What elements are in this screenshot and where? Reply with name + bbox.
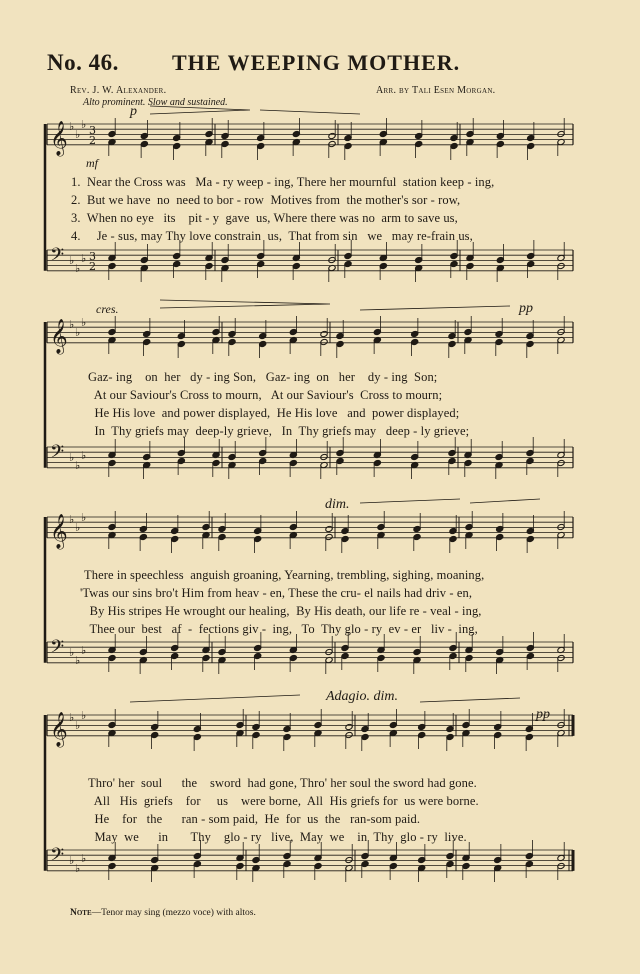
svg-text:𝄢: 𝄢 xyxy=(50,845,65,870)
lyric-verse-2-line-4: All His griefs for us were borne, All His griefs for us were borne. xyxy=(88,794,479,808)
lyric-verse-3-line-1: 3. When no eye its pit - y gave us, Where there was no arm to save us, xyxy=(71,211,458,225)
dynamic-pp: pp xyxy=(519,301,533,316)
lyric-verse-2-line-1: 2. But we have no need to bor - row Motives from the mother's sor - row, xyxy=(71,193,461,207)
svg-text:♭: ♭ xyxy=(69,513,75,526)
svg-text:♭: ♭ xyxy=(81,316,87,329)
svg-text:♭: ♭ xyxy=(75,262,81,275)
footnote-label: Note xyxy=(70,908,92,918)
svg-text:♭: ♭ xyxy=(75,459,81,472)
footnote xyxy=(70,908,256,918)
lyric-verse-1-line-3: There in speechless anguish groaning, Yearning, trembling, sighing, moaning, xyxy=(84,568,485,582)
dynamic-cres: cres. xyxy=(96,302,119,316)
svg-text:𝄞: 𝄞 xyxy=(50,318,68,354)
svg-text:♭: ♭ xyxy=(81,852,87,865)
dynamic-adagio-dim: Adagio. dim. xyxy=(326,689,398,704)
svg-text:3: 3 xyxy=(89,250,96,263)
lyric-verse-1-line-4: Thro' her soul the sword had gone, Thro' her soul the sword had gone. xyxy=(88,776,477,790)
lyric-verse-2-line-2: At our Saviour's Cross to mourn, At our Saviour's Cross to mourn; xyxy=(88,388,443,402)
svg-text:♭: ♭ xyxy=(75,521,81,534)
lyric-verse-1-line-1: 1. Near the Cross was Ma - ry weep - ing, There her mournful station keep - ing, xyxy=(71,175,495,189)
svg-text:♭: ♭ xyxy=(69,254,75,267)
svg-text:2: 2 xyxy=(89,260,96,273)
lyric-verse-2-line-3: 'Twas our sins bro't Him from heav - en, These the cru- el nails had driv - en, xyxy=(80,586,473,600)
svg-text:♭: ♭ xyxy=(75,326,81,339)
lyric-verse-3-line-4: He for the ran - som paid, He for us the ran-som paid. xyxy=(88,812,421,826)
lyricist-credit: Rev. J. W. Alexander. xyxy=(70,85,167,96)
svg-text:♭: ♭ xyxy=(81,118,87,131)
svg-text:♭: ♭ xyxy=(75,862,81,875)
svg-text:3: 3 xyxy=(89,124,96,137)
lyric-verse-4-line-3: Thee our best af - fections giv - ing, To Thy glo - ry ev - er liv - ing, xyxy=(80,622,478,636)
svg-text:𝄢: 𝄢 xyxy=(50,637,65,662)
arranger-credit: Arr. by Tali Esen Morgan. xyxy=(376,85,496,96)
svg-text:𝄢: 𝄢 xyxy=(50,442,65,467)
lyric-verse-1-line-2: Gaz- ing on her dy - ing Son, Gaz- ing on her dy - ing Son; xyxy=(88,370,438,384)
svg-text:2: 2 xyxy=(89,134,96,147)
dynamic-mf: mf xyxy=(86,156,98,170)
lyric-verse-4-line-4: May we in Thy glo - ry live, May we in Thy glo - ry live. xyxy=(88,830,467,844)
svg-text:♭: ♭ xyxy=(81,449,87,462)
svg-text:♭: ♭ xyxy=(81,644,87,657)
svg-text:♭: ♭ xyxy=(69,318,75,331)
svg-text:♭: ♭ xyxy=(69,711,75,724)
svg-text:♭: ♭ xyxy=(75,719,81,732)
svg-text:♭: ♭ xyxy=(81,252,87,265)
svg-text:♭: ♭ xyxy=(69,854,75,867)
lyric-verse-3-line-2: He His love and power displayed, He His love and power displayed; xyxy=(88,406,460,420)
performance-note: Alto prominent. Slow and sustained. xyxy=(83,97,228,108)
svg-text:♭: ♭ xyxy=(75,128,81,141)
svg-text:𝄢: 𝄢 xyxy=(50,245,65,270)
lyric-verse-3-line-3: By His stripes He wrought our healing, By His death, our life re - veal - ing, xyxy=(80,604,482,618)
lyric-verse-4-line-1: 4. Je - sus, may Thy love constrain us, That from sin we may re-frain us, xyxy=(71,229,473,243)
hymn-number: No. 46. xyxy=(47,50,119,75)
svg-text:𝄞: 𝄞 xyxy=(50,120,68,156)
svg-text:♭: ♭ xyxy=(69,646,75,659)
svg-text:𝄞: 𝄞 xyxy=(50,513,68,549)
svg-text:♭: ♭ xyxy=(69,451,75,464)
dynamic-dim: dim. xyxy=(325,497,350,512)
hymn-title: THE WEEPING MOTHER. xyxy=(172,50,461,75)
footnote-text: —Tenor may sing (mezzo voce) with altos. xyxy=(91,908,256,918)
lyric-verse-4-line-2: In Thy griefs may deep-ly grieve, In Thy griefs may deep - ly grieve; xyxy=(88,424,470,438)
svg-text:♭: ♭ xyxy=(81,511,87,524)
svg-text:♭: ♭ xyxy=(75,654,81,667)
dynamic-pp-final: pp xyxy=(536,707,550,722)
dynamic-p: p xyxy=(130,104,137,119)
svg-text:♭: ♭ xyxy=(69,120,75,133)
svg-text:♭: ♭ xyxy=(81,709,87,722)
svg-text:𝄞: 𝄞 xyxy=(50,711,68,747)
